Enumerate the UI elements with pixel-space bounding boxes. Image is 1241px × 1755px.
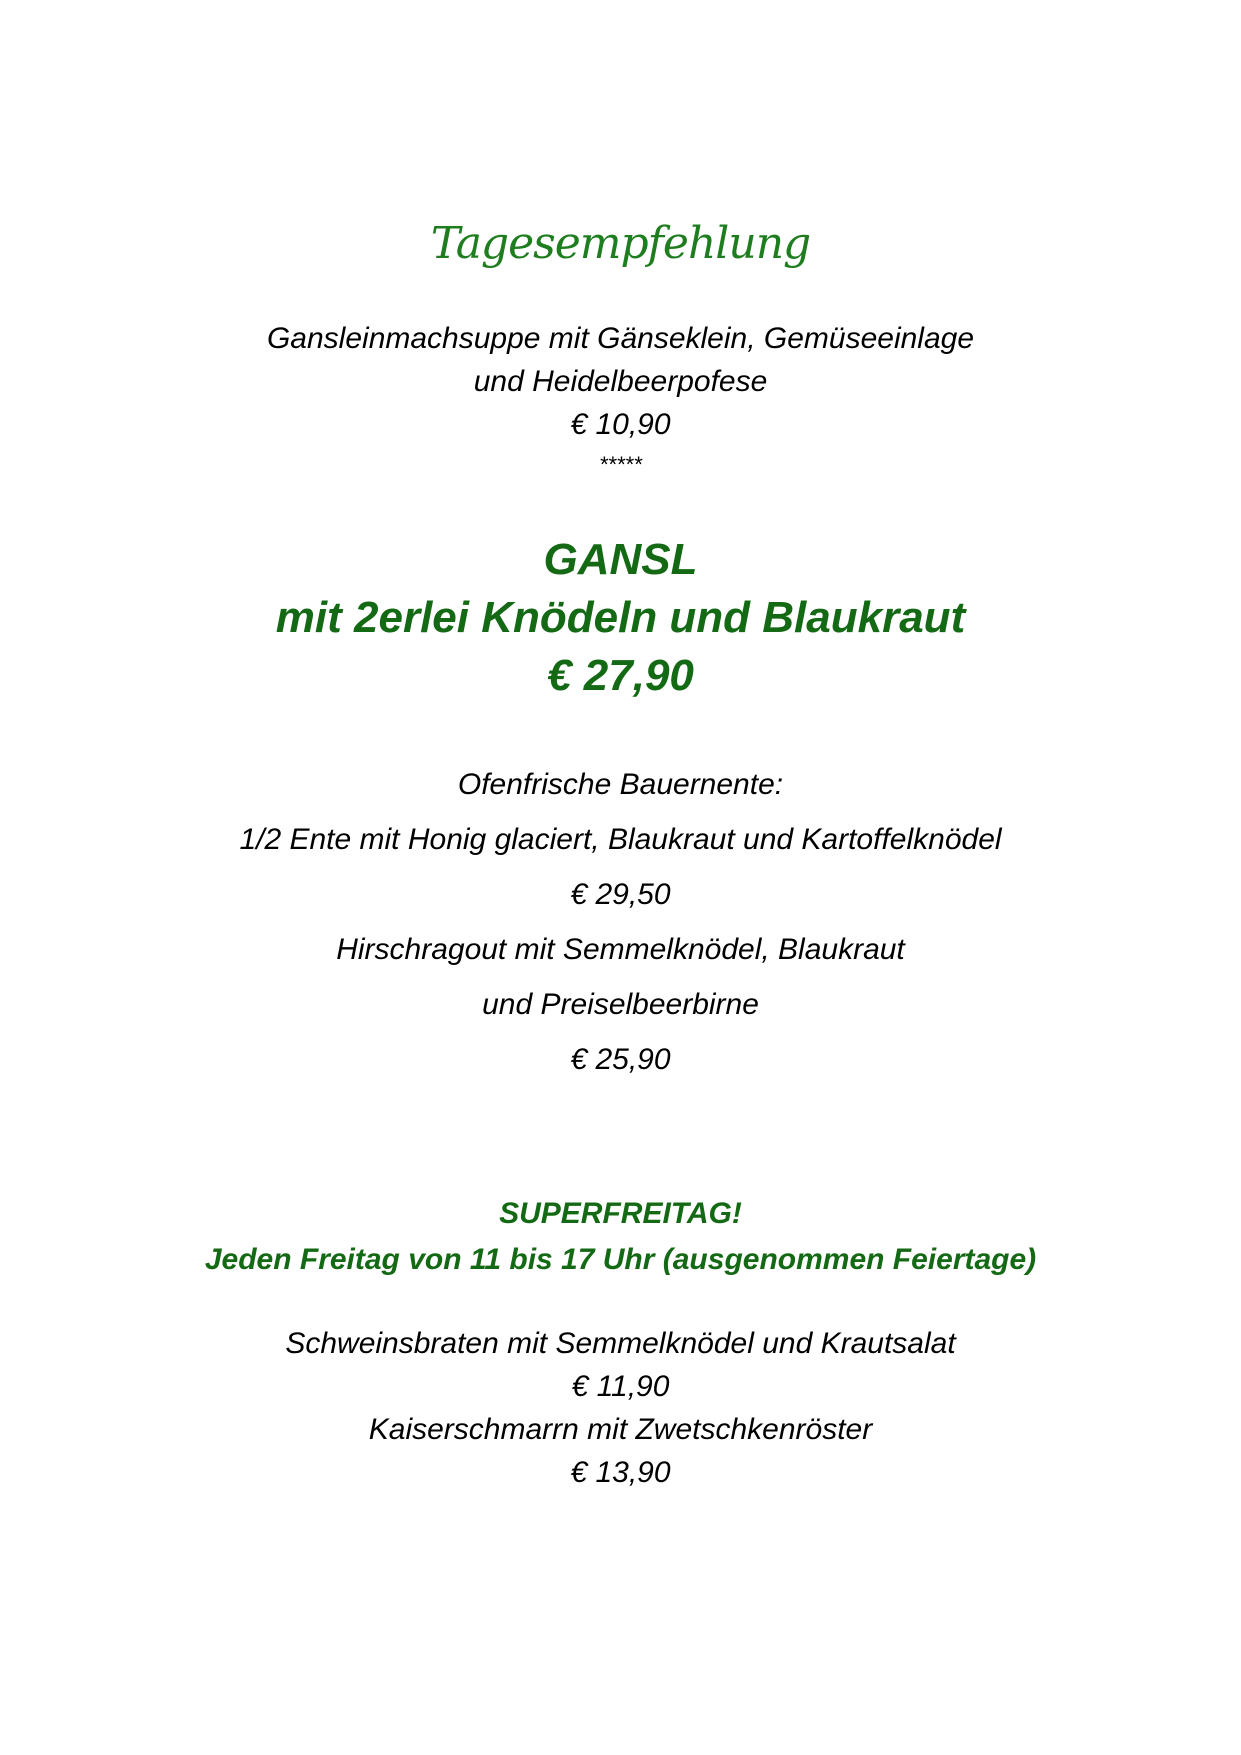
soup-description-line-1: Gansleinmachsuppe mit Gänseklein, Gemüseeinlage (266, 322, 975, 355)
feature-dish-description: mit 2erlei Knödeln und Blaukraut (275, 593, 966, 642)
venison-description-line-2: und Preiselbeerbirne (482, 988, 759, 1021)
section-divider: ***** (599, 452, 642, 477)
friday-item-name: Schweinsbraten mit Semmelknödel und Krautsalat (285, 1327, 956, 1360)
venison-description-line-1: Hirschragout mit Semmelknödel, Blaukraut (336, 933, 905, 966)
feature-dish-name: GANSL (543, 535, 698, 584)
friday-item-name: Kaiserschmarrn mit Zwetschkenröster (368, 1413, 873, 1446)
soup-price: € 10,90 (570, 408, 671, 441)
feature-dish-price: € 27,90 (547, 651, 694, 700)
menu-title: Tagesempfehlung (430, 218, 811, 269)
friday-item-price: € 13,90 (570, 1456, 671, 1489)
promo-heading: SUPERFREITAG! (499, 1197, 742, 1230)
duck-heading: Ofenfrische Bauernente: (457, 768, 784, 801)
soup-description-line-2: und Heidelbeerpofese (473, 365, 768, 398)
duck-description: 1/2 Ente mit Honig glaciert, Blaukraut und Kartoffelknödel (239, 823, 1002, 856)
promo-subheading: Jeden Freitag von 11 bis 17 Uhr (ausgenommen Feiertage) (204, 1243, 1037, 1276)
duck-price: € 29,50 (570, 878, 671, 911)
venison-price: € 25,90 (570, 1043, 671, 1076)
friday-item-price: € 11,90 (571, 1370, 670, 1403)
